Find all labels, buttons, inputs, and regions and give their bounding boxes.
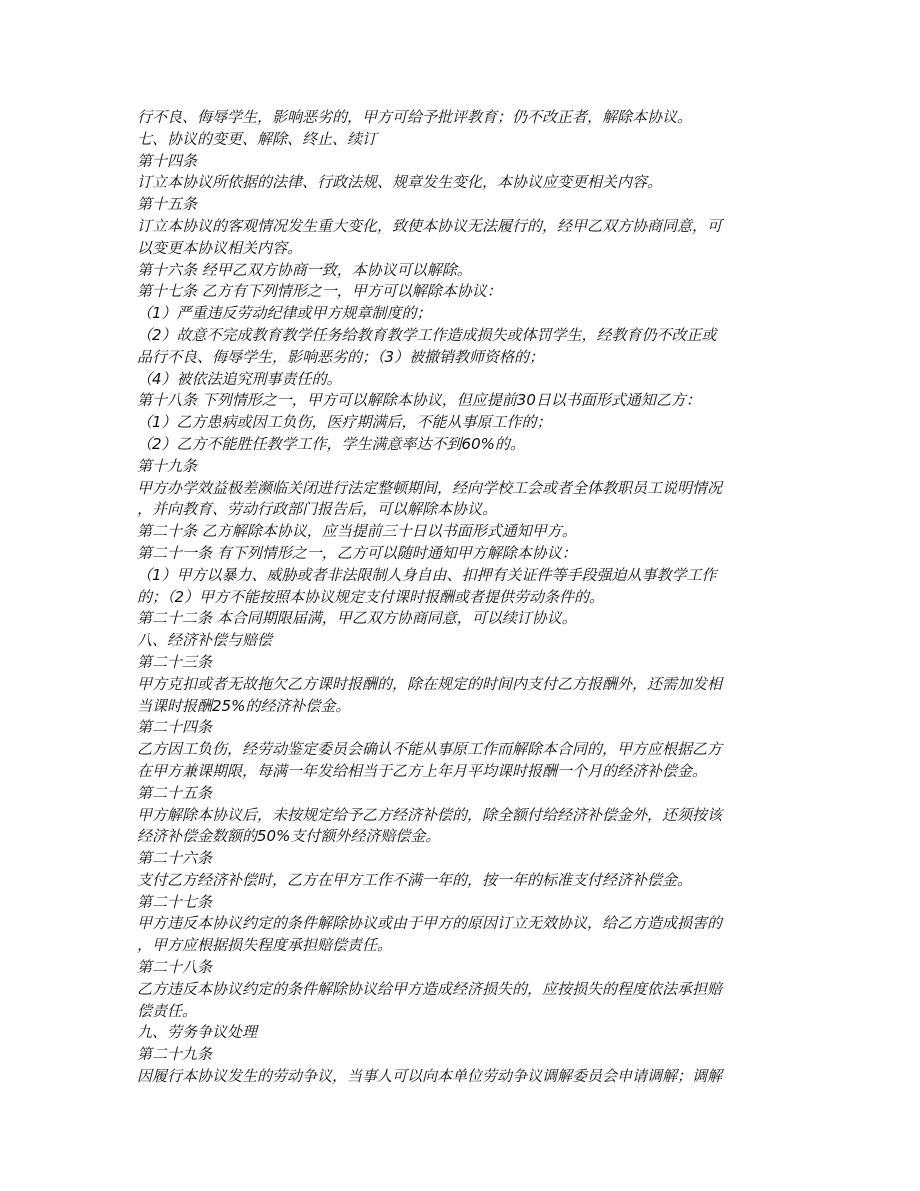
text-line: 第二十二条 本合同期限届满，甲乙双方协商同意，可以续订协议。 <box>137 609 577 628</box>
text-line: 第二十一条 有下列情形之一，乙方可以随时通知甲方解除本协议： <box>137 543 577 562</box>
text-line: 当课时报酬25%的经济补偿金。 <box>137 696 351 715</box>
text-line: 订立本协议所依据的法律、行政法规、规章发生变化，本协议应变更相关内容。 <box>137 173 663 192</box>
text-line: 支付乙方经济补偿时，乙方在甲方工作不满一年的，按一年的标准支付经济补偿金。 <box>137 870 693 889</box>
text-line: 甲方解除本协议后，未按规定给予乙方经济补偿的，除全额付给经济补偿金外，还须按该 <box>137 805 723 824</box>
text-line: 八、经济补偿与赔偿 <box>137 631 273 650</box>
text-line: 甲方违反本协议约定的条件解除协议或由于甲方的原因订立无效协议，给乙方造成损害的 <box>137 914 723 933</box>
text-line: （2）乙方不能胜任教学工作，学生满意率达不到60%的。 <box>137 434 525 453</box>
text-line: （1）甲方以暴力、威胁或者非法限制人身自由、扣押有关证件等手段强迫从事教学工作 <box>137 565 717 584</box>
text-line: 九、劳务争议处理 <box>137 1023 258 1042</box>
text-line: 偿责任。 <box>137 1001 198 1020</box>
text-line: 第二十六条 <box>137 849 213 868</box>
text-line: 第二十五条 <box>137 783 213 802</box>
text-line: （1）乙方患病或因工负伤，医疗期满后，不能从事原工作的； <box>137 413 552 432</box>
text-line: 因履行本协议发生的劳动争议，当事人可以向本单位劳动争议调解委员会申请调解；调解 <box>137 1067 723 1086</box>
text-line: 第二十四条 <box>137 718 213 737</box>
text-line: 在甲方兼课期限，每满一年发给相当于乙方上年月平均课时报酬一个月的经济补偿金。 <box>137 761 708 780</box>
text-line: 第十九条 <box>137 456 198 475</box>
text-line: 经济补偿金数额的50%支付额外经济赔偿金。 <box>137 827 441 846</box>
text-line: ，并向教育、劳动行政部门报告后，可以解除本协议。 <box>137 500 498 519</box>
text-line: 第二十七条 <box>137 892 213 911</box>
text-line: 第十六条 经甲乙双方协商一致，本协议可以解除。 <box>137 260 472 279</box>
text-line: 以变更本协议相关内容。 <box>137 238 303 257</box>
text-line: 第二十条 乙方解除本协议，应当提前三十日以书面形式通知甲方。 <box>137 522 577 541</box>
text-line: 品行不良、侮辱学生，影响恶劣的；（3）被撤销教师资格的； <box>137 347 545 366</box>
text-line: ，甲方应根据损失程度承担赔偿责任。 <box>137 936 393 955</box>
text-line: 乙方违反本协议约定的条件解除协议给甲方造成经济损失的，应按损失的程度依法承担赔 <box>137 979 723 998</box>
text-line: 订立本协议的客观情况发生重大变化，致使本协议无法履行的，经甲乙双方协商同意，可 <box>137 216 723 235</box>
text-line: 第十七条 乙方有下列情形之一，甲方可以解除本协议： <box>137 282 502 301</box>
text-line: 第二十三条 <box>137 652 213 671</box>
text-line: （4）被依法追究刑事责任的。 <box>137 369 342 388</box>
text-line: 乙方因工负伤，经劳动鉴定委员会确认不能从事原工作而解除本合同的，甲方应根据乙方 <box>137 740 723 759</box>
text-line: 行不良、侮辱学生，影响恶劣的，甲方可给予批评教育；仍不改正者，解除本协议。 <box>137 108 693 126</box>
text-line: 的；（2）甲方不能按照本协议规定支付课时报酬或者提供劳动条件的。 <box>137 587 605 606</box>
text-line: 第十五条 <box>137 195 198 214</box>
text-line: （2）故意不完成教育教学任务给教育教学工作造成损失或体罚学生，经教育仍不改正或 <box>137 325 717 344</box>
text-line: 甲方办学效益极差濒临关闭进行法定整顿期间，经向学校工会或者全体教职员工说明情况 <box>137 478 723 497</box>
text-line: 第二十八条 <box>137 958 213 977</box>
text-line: 第十八条 下列情形之一，甲方可以解除本协议，但应提前30日以书面形式通知乙方： <box>137 391 701 410</box>
text-line: （1）严重违反劳动纪律或甲方规章制度的； <box>137 304 432 323</box>
text-line: 甲方克扣或者无故拖欠乙方课时报酬的，除在规定的时间内支付乙方报酬外，还需加发相 <box>137 674 723 693</box>
text-line: 第十四条 <box>137 151 198 170</box>
text-line: 七、协议的变更、解除、终止、续订 <box>137 129 378 148</box>
document-body <box>137 107 797 1088</box>
text-line: 第二十九条 <box>137 1045 213 1064</box>
